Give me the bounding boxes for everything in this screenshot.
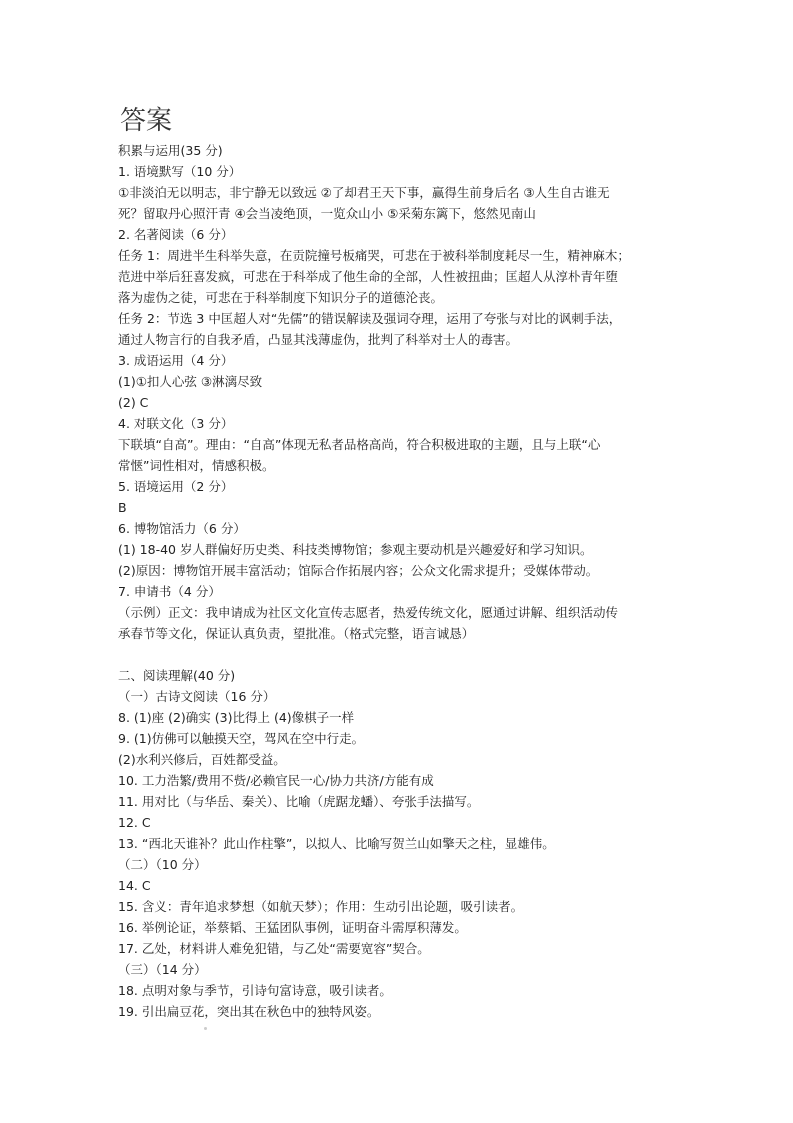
answer-content: [118, 140, 688, 1022]
text-line: 通过人物言行的自我矛盾，凸显其浅薄虚伪，批判了科举对士人的毒害。: [118, 332, 519, 347]
text-line: 6. 博物馆活力（6 分）: [118, 521, 246, 536]
text-line: B: [118, 500, 127, 515]
text-line: 14. C: [118, 878, 151, 893]
text-line: 任务 1：周进半生科举失意，在贡院撞号板痛哭，可悲在于被科举制度耗尽一生，精神麻木；: [118, 248, 630, 263]
text-line: 12. C: [118, 815, 151, 830]
scan-speck: [204, 1027, 207, 1030]
text-line: 8. (1)座 (2)确实 (3)比得上 (4)像棋子一样: [118, 710, 355, 725]
text-line: ①非淡泊无以明志，非宁静无以致远 ②了却君王天下事，赢得生前身后名 ③人生自古谁无: [118, 185, 610, 200]
text-line: 任务 2：节选 3 中匡超人对“先儒”的错误解读及强词夺理，运用了夸张与对比的讽刺手法，: [118, 311, 622, 326]
text-line: 2. 名著阅读（6 分）: [118, 227, 234, 242]
text-line: 7. 申请书（4 分）: [118, 584, 221, 599]
page-title: 答案: [120, 106, 173, 136]
text-line: (2)水利兴修后，百姓都受益。: [118, 752, 286, 767]
text-line: 13. “西北天谁补？此山作柱擎”，以拟人、比喻写贺兰山如擎天之柱，显雄伟。: [118, 836, 555, 851]
text-line: 18. 点明对象与季节，引诗句富诗意，吸引读者。: [118, 983, 392, 998]
text-line: 10. 工力浩繁/费用不赀/必赖官民一心/协力共济/方能有成: [118, 773, 434, 788]
text-line: （三）（14 分）: [118, 962, 207, 977]
text-line: (2)原因：博物馆开展丰富活动；馆际合作拓展内容；公众文化需求提升；受媒体带动。: [118, 563, 599, 578]
text-line: 19. 引出扁豆花，突出其在秋色中的独特风姿。: [118, 1004, 380, 1019]
text-line: 5. 语境运用（2 分）: [118, 479, 234, 494]
text-line: 1. 语境默写（10 分）: [118, 164, 242, 179]
text-line: (2) C: [118, 395, 149, 410]
text-line: 9. (1)仿佛可以触摸天空，驾风在空中行走。: [118, 731, 365, 746]
blank-line: [118, 644, 688, 665]
text-line: 3. 成语运用（4 分）: [118, 353, 234, 368]
text-line: 常惬”词性相对，情感积极。: [118, 458, 275, 473]
text-line: 二、阅读理解(40 分): [118, 668, 236, 683]
text-line: 15. 含义：青年追求梦想（如航天梦）；作用：生动引出论题，吸引读者。: [118, 899, 524, 914]
text-line: 承春节等文化，保证认真负责，望批准。（格式完整，语言诚恳）: [118, 626, 475, 641]
text-line: 16. 举例论证，举蔡韬、王猛团队事例，证明奋斗需厚积薄发。: [118, 920, 467, 935]
text-line: 11. 用对比（与华岳、秦关）、比喻（虎踞龙蟠）、夸张手法描写。: [118, 794, 480, 809]
text-line: （一）古诗文阅读（16 分）: [118, 689, 276, 704]
text-line: （二）（10 分）: [118, 857, 207, 872]
text-line: (1) 18-40 岁人群偏好历史类、科技类博物馆；参观主要动机是兴趣爱好和学习知识。: [118, 542, 593, 557]
text-line: 范进中举后狂喜发疯，可悲在于科举成了他生命的全部，人性被扭曲；匡超人从淳朴青年堕: [118, 269, 619, 284]
text-line: （示例）正文：我申请成为社区文化宣传志愿者，热爱传统文化，愿通过讲解、组织活动传: [118, 605, 619, 620]
text-line: (1)①扣人心弦 ③淋漓尽致: [118, 374, 263, 389]
text-line: 下联填“自高”。理由：“自高”体现无私者品格高尚，符合积极进取的主题，且与上联“心: [118, 437, 601, 452]
text-line: 落为虚伪之徒，可悲在于科举制度下知识分子的道德沦丧。: [118, 290, 444, 305]
text-line: 积累与运用(35 分): [118, 143, 223, 158]
text-line: 17. 乙处，材料讲人难免犯错，与乙处“需要宽容”契合。: [118, 941, 430, 956]
text-line: 死？留取丹心照汗青 ④会当凌绝顶，一览众山小 ⑤采菊东篱下，悠然见南山: [118, 206, 536, 221]
text-line: 4. 对联文化（3 分）: [118, 416, 234, 431]
